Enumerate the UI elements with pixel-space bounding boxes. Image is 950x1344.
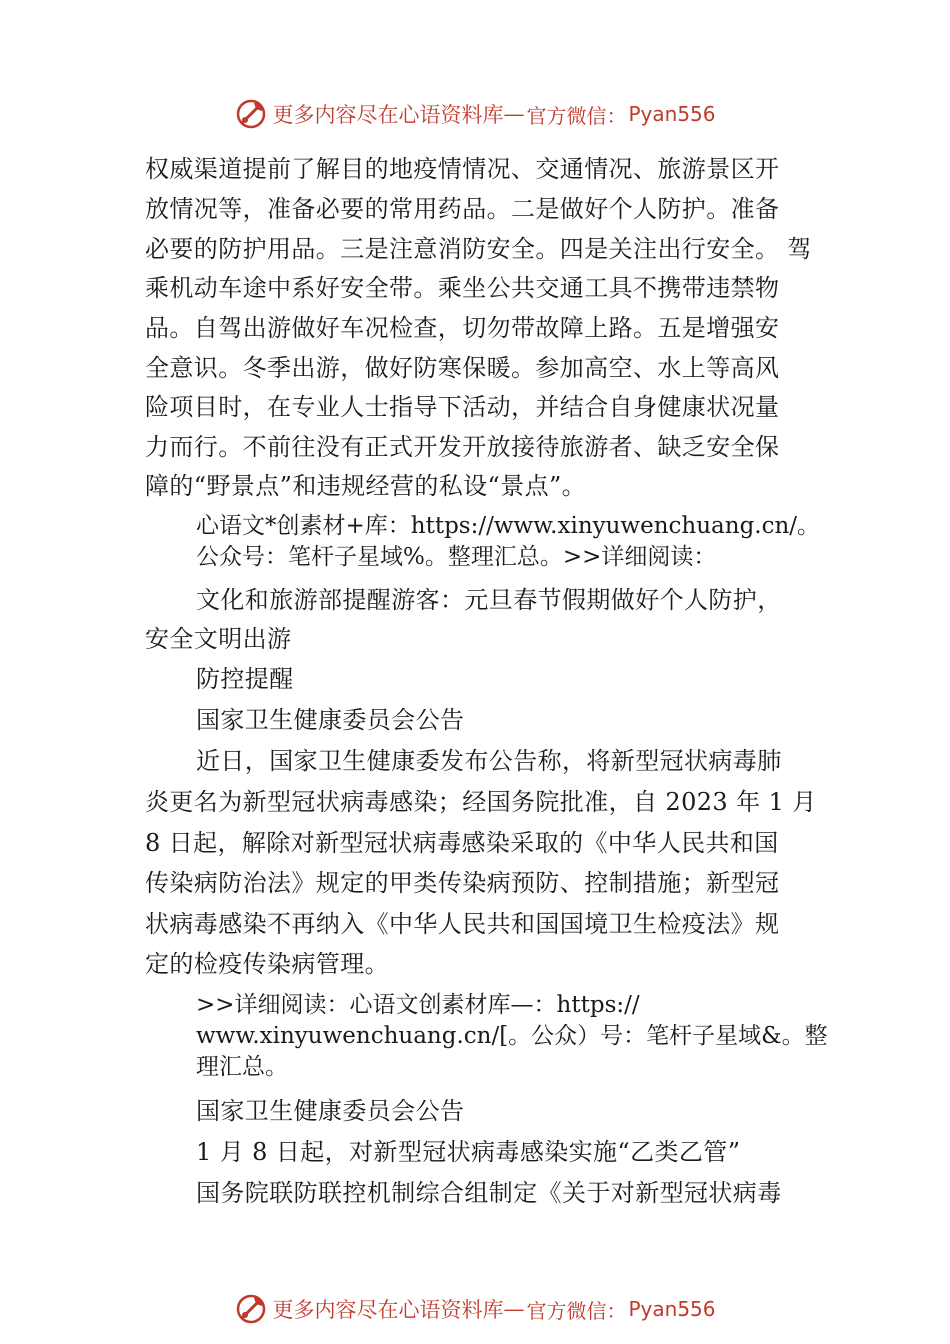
text-line: 国务院联防联控机制综合组制定《关于对新型冠状病毒 — [196, 1179, 782, 1207]
quill-logo-icon — [234, 1292, 268, 1326]
text-line: 品。自驾出游做好车况检查，切勿带故障上路。五是增强安 — [145, 314, 780, 342]
banner-dash: — — [503, 102, 525, 126]
banner-main-text: 更多内容尽在心语资料库 — [272, 103, 504, 127]
text-line: 文化和旅游部提醒游客：元旦春节假期做好个人防护， — [196, 586, 782, 614]
text-line: 8 日起，解除对新型冠状病毒感染采取的《中华人民共和国 — [145, 829, 779, 857]
section-heading: 国家卫生健康委员会公告 — [196, 1097, 465, 1125]
text-line: 力而行。不前往没有正式开发开放接待旅游者、缺乏安全保 — [145, 433, 780, 461]
text-line: 全意识。冬季出游，做好防寒保暖。参加高空、水上等高风 — [145, 354, 780, 382]
text-line: 权威渠道提前了解目的地疫情情况、交通情况、旅游景区开 — [145, 155, 780, 183]
text-line: 障的“野景点”和违规经营的私设“景点”。 — [145, 472, 587, 500]
text-line: 险项目时，在专业人士指导下活动，并结合自身健康状况量 — [145, 393, 780, 421]
text-line: 状病毒感染不再纳入《中华人民共和国国境卫生检疫法》规 — [145, 910, 780, 938]
quill-logo-icon — [234, 97, 268, 131]
source-note-line: 心语文*创素材+库：https://www.xinyuwenchuang.cn/。 — [196, 513, 821, 539]
text-line: 近日，国家卫生健康委发布公告称，将新型冠状病毒肺 — [196, 747, 782, 775]
text-line: 传染病防治法》规定的甲类传染病预防、控制措施；新型冠 — [145, 869, 780, 897]
text-line: 放情况等，准备必要的常用药品。二是做好个人防护。准备 — [145, 195, 780, 223]
source-note-line: www.xinyuwenchuang.cn/[。公众）号：笔杆子星域&。整 — [196, 1023, 828, 1049]
section-label: 防控提醒 — [196, 665, 294, 693]
banner-wechat-label: 官方微信： — [526, 103, 627, 128]
text-line: 炎更名为新型冠状病毒感染；经国务院批准，自 2023 年 1 月 — [145, 788, 817, 816]
banner-dash: — — [503, 1297, 525, 1321]
source-note-line: 公众号：笔杆子星域%。整理汇总。>>详细阅读： — [196, 544, 717, 570]
source-note-line: >>详细阅读：心语文创素材库—：https:// — [196, 992, 640, 1018]
section-heading: 国家卫生健康委员会公告 — [196, 706, 465, 734]
banner-wechat-id: Pyan556 — [628, 102, 716, 126]
text-line: 定的检疫传染病管理。 — [145, 950, 389, 978]
banner-main-text: 更多内容尽在心语资料库 — [272, 1298, 504, 1322]
text-line: 必要的防护用品。三是注意消防安全。四是关注出行安全。 驾 — [145, 235, 812, 263]
source-note-line: 理汇总。 — [196, 1054, 288, 1080]
footer-banner — [0, 1289, 950, 1329]
text-line: 1 月 8 日起，对新型冠状病毒感染实施“乙类乙管” — [196, 1138, 741, 1166]
header-banner — [0, 94, 950, 134]
text-line: 乘机动车途中系好安全带。乘坐公共交通工具不携带违禁物 — [145, 274, 780, 302]
banner-wechat-id: Pyan556 — [628, 1297, 716, 1321]
banner-wechat-label: 官方微信： — [526, 1298, 627, 1323]
text-line: 安全文明出游 — [145, 625, 292, 653]
